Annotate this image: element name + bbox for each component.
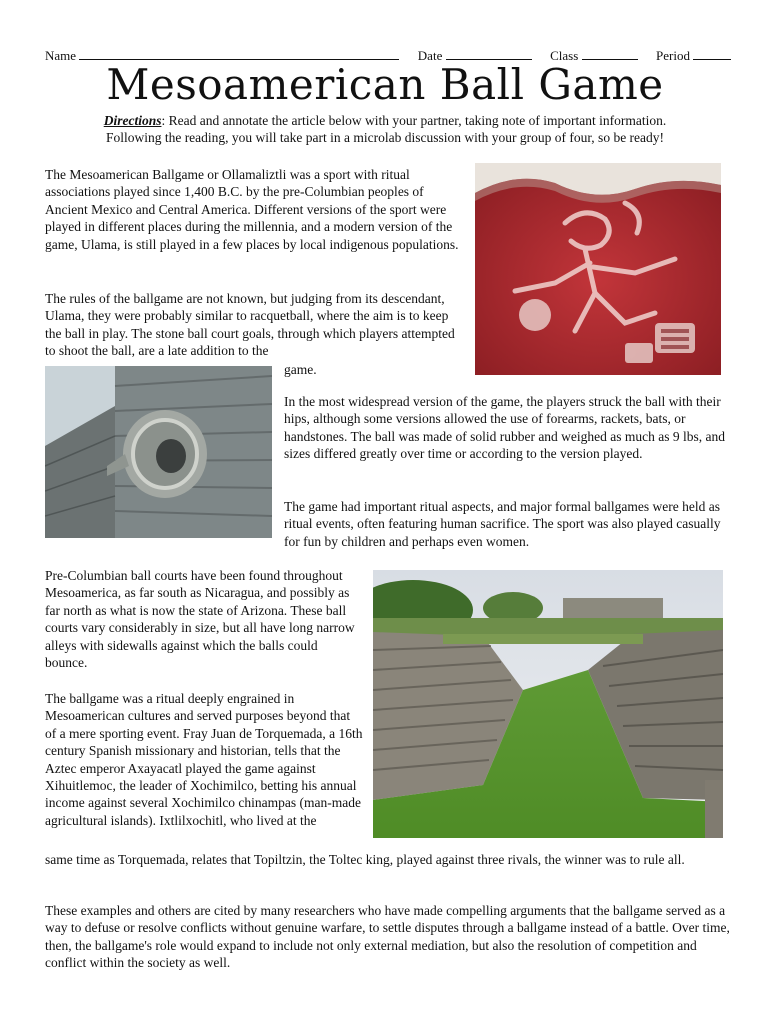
article-paragraph-1: The Mesoamerican Ballgame or Ollamaliztli was a sport with ritual associations played since 1,400 B.C. by the pre-Columbian peoples of Ancient Mexico and Central America. Different versions of the sport were played in different places during the millennia, and a modern version of the game, Ulama, is still played in a few places by local indigenous populations. bbox=[45, 167, 459, 252]
class-blank[interactable] bbox=[582, 47, 638, 60]
article-paragraph-6: The ballgame was a ritual deeply engrained in Mesoamerican cultures and served purposes beyond that of a mere sporting event. Fray Juan de Torquemada, a 16th century Spanish missionary and historian, tells that the Aztec emperor Axayacatl played the game against Xihuitlemoc, the leader of Xochimilco, betting his annual income against several Xochimilco chinampas (man-made agricultural islands). Ixtlilxochitl, who lived at the bbox=[45, 691, 363, 828]
page-title: Mesoamerican Ball Game bbox=[106, 60, 664, 109]
date-blank[interactable] bbox=[446, 47, 532, 60]
directions-label: Directions bbox=[103, 113, 162, 128]
article-paragraph-2: The rules of the ballgame are not known, but judging from its descendant, Ulama, they were probably similar to racquetball, where the aim is to keep the ball in play. The stone ball court goals, through which players attempted to shoot the ball, are a late addition to the bbox=[45, 291, 455, 359]
date-label: Date bbox=[417, 48, 443, 63]
ball-court-image bbox=[373, 570, 723, 838]
directions-text-2: Following the reading, you will take part in a microlab discussion with your group of four, so be ready! bbox=[105, 130, 665, 145]
article-paragraph-4: The game had important ritual aspects, and major formal ballgames were held as ritual events, often featuring human sacrifice. The sport was also played casually for fun by children and perhaps even women. bbox=[284, 499, 721, 549]
article-paragraph-5: Pre-Columbian ball courts have been found throughout Mesoamerica, as far south as Nicaragua, and possibly as far north as what is now the state of Arizona. These ball courts vary considerably in size, but all have long narrow alleys with sidewalls against which the balls could bounce. bbox=[45, 568, 355, 671]
article-paragraph-6-end: same time as Torquemada, relates that Topiltzin, the Toltec king, played against three rivals, the winner was to rule all. bbox=[45, 852, 685, 867]
directions bbox=[40, 112, 730, 146]
mural-image bbox=[475, 163, 721, 375]
class-label: Class bbox=[550, 48, 579, 63]
article-paragraph-3: In the most widespread version of the game, the players struck the ball with their hips, although some versions allowed the use of forearms, rackets, bats, or handstones. The ball was made of solid rubber and weighed as much as 9 lbs, and sizes differed greatly over time or according to the version played. bbox=[284, 394, 726, 462]
directions-text: : Read and annotate the article below with your partner, taking note of important information. bbox=[161, 113, 667, 128]
name-label: Name bbox=[45, 48, 77, 63]
name-blank[interactable] bbox=[79, 47, 399, 60]
article-paragraph-7: These examples and others are cited by many researchers who have made compelling arguments that the ballgame served as a way to defuse or resolve conflicts without genuine warfare, to settle disputes through a ballgame instead of a battle. Over time, then, the ballgame's role would expand to include not only external mediation, but also the resolution of competition and conflict within the society as well. bbox=[45, 903, 730, 971]
period-label: Period bbox=[656, 48, 690, 63]
article-paragraph-2-end: game. bbox=[284, 362, 317, 377]
period-blank[interactable] bbox=[693, 47, 731, 60]
stone-ring-image bbox=[45, 366, 272, 538]
